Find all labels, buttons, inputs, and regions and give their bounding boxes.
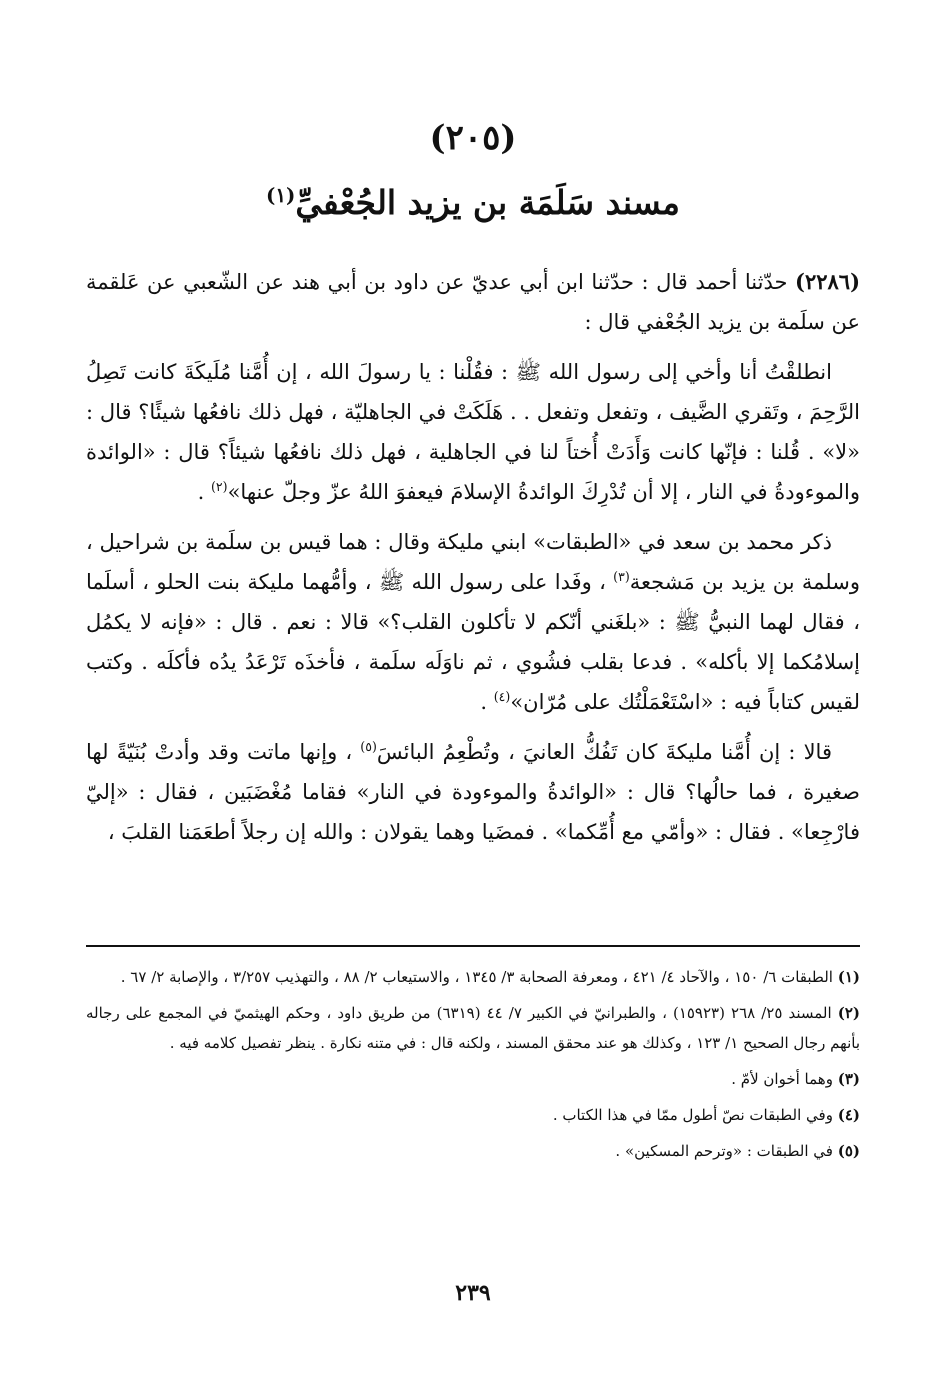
page-number: ٢٣٩ <box>455 1280 491 1306</box>
title-footnote-ref: (١) <box>266 183 296 207</box>
commentary-text-b: ، وفَدا على رسول الله ﷺ ، وأمُّهما مليكة بنت الحلو ، أسلَما ، فقال لهما النبيُّ ﷺ : «بلغَني أنّكم لا تأكلون القلب؟» قالا : نعم . قال : «فإنه لا يكمُل إسلامُكما إلا بأكله» . فدعا بقلب فشُوي ، ثم ناوَلَه سلَمة ، فأخذَه تَرْعَدُ يدُه فأكلَه . وكتب لقيس كتاباً فيه : «اسْتَعْمَلْتُك على مُرّان» <box>86 570 861 714</box>
footnote-number: (١) <box>837 968 860 986</box>
footnote-number: (٤) <box>837 1106 860 1124</box>
hadith-matn: انطلقْتُ أنا وأخي إلى رسول الله ﷺ : فقُلْنا : يا رسولَ الله ، إن أُمَّنا مُلَيكَةَ كانت تَصِلُ الرَّحِمَ ، وتَقري الضَّيف ، وتفعل وتفعل . . هَلَكَتْ في الجاهليّة ، فهل ذلك نافعُها شيئًا؟ قال : «لا» . قُلنا : فإنّها كانت وَأَدَتْ أُختاً لنا في الجاهلية ، فهل ذلك نافعُها شيئاً؟ قال : «الوائدة والموءودةُ في النار ، إلا أن تُدْرِكَ الوائدةُ الإسلامَ فيعفوَ اللهُ عزّ وجلّ عنها» <box>86 360 860 504</box>
narration-text-b: ، وإنها ماتت وقد وأدتْ بُنَيّةً لها صغيرة ، فما حالُها؟ قال : «الوائدةُ والموءودة في النار» فقاما مُغْضَبَين ، فقال : «إليّ فارْجِعا» . فقال : «وأمّي مع أُمِّكما» . فمضَيا وهما يقولان : والله إن رجلاً أطعَمَنا القلبَ ، <box>86 740 860 844</box>
footnote-number: (٣) <box>837 1070 860 1088</box>
title-text: مسند سَلَمَة بن يزيد الجُعْفيِّ <box>295 183 680 222</box>
commentary-paragraph <box>86 522 860 722</box>
footnote-number: (٢) <box>837 1004 860 1022</box>
commentary-text-a: ذكر محمد بن سعد في «الطبقات» ابني مليكة وقال : هما قيس بن سلَمة بن شراحيل ، وسلمة بن يزيد بن مَشجعة <box>86 530 860 594</box>
footnote-ref-3: (٣) <box>613 569 630 584</box>
footnote-3 <box>86 1064 860 1094</box>
hadith-matn-end: . <box>197 480 211 504</box>
footnote-1 <box>86 962 860 992</box>
footnote-text: وهما أخوان لأمّ . <box>731 1070 833 1088</box>
footnote-text: المسند ٢٥/ ٢٦٨ (١٥٩٢٣) ، والطبرانيّ في الكبير ٧/ ٤٤ (٦٣١٩) من طريق داود ، وحكم الهيثميّ في المجمع على رجاله بأنهم رجال الصحيح ١/ ١٢٣ ، وكذلك هو عند محقق المسند ، ولكنه قال : في متنه نكارة . ينظر تفصيل كلامه فيه . <box>86 1004 860 1052</box>
hadith-number: (٢٢٨٦) <box>795 269 860 294</box>
footnote-text: وفي الطبقات نصّ أطول ممّا في هذا الكتاب . <box>552 1106 833 1124</box>
footnote-ref-5: (٥) <box>360 739 377 754</box>
footnote-divider <box>86 945 860 947</box>
footnote-2 <box>86 998 860 1058</box>
narration-paragraph <box>86 732 860 852</box>
main-text <box>86 262 860 862</box>
footnote-ref-2: (٢) <box>210 479 228 494</box>
narration-text-a: قالا : إن أُمَّنا مليكةَ كان تَفُكُّ العانيَ ، وتُطْعِمُ البائسَ <box>376 740 832 764</box>
commentary-text-end: . <box>480 690 494 714</box>
footnote-text: في الطبقات : «وترحم المسكين» . <box>615 1142 833 1160</box>
footnote-4 <box>86 1100 860 1130</box>
hadith-isnad: حدّثنا أحمد قال : حدّثنا ابن أبي عديّ عن داود بن أبي هند عن الشّعبي عن عَلقمة عن سلَمة بن يزيد الجُعْفي قال : <box>86 270 860 334</box>
page-title <box>0 183 946 222</box>
hadith-matn-paragraph <box>86 352 860 512</box>
footnote-5 <box>86 1136 860 1166</box>
footnote-ref-4: (٤) <box>493 689 511 704</box>
hadith-paragraph <box>86 262 860 342</box>
section-number: (٢٠٥) <box>429 118 517 158</box>
footnote-number: (٥) <box>837 1142 860 1160</box>
footnote-text: الطبقات ٦/ ١٥٠ ، والآحاد ٤/ ٤٢١ ، ومعرفة الصحابة ٣/ ١٣٤٥ ، والاستيعاب ٢/ ٨٨ ، والتهذيب ٣/٢٥٧ ، والإصابة ٢/ ٦٧ . <box>120 968 833 986</box>
footnotes <box>86 962 860 1172</box>
